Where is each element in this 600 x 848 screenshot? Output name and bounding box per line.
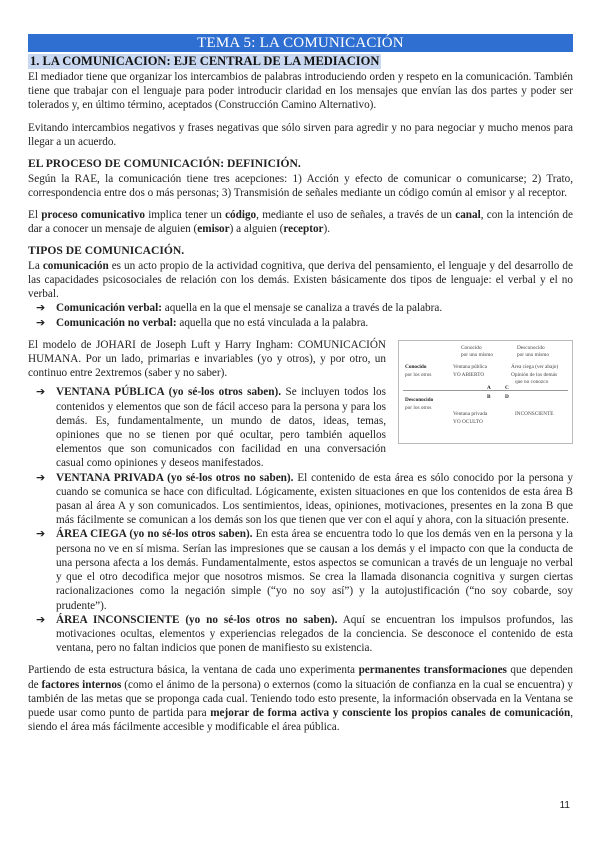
- johari-label-a: A: [487, 384, 491, 391]
- johari-cell-d1: INCONSCIENTE: [515, 410, 554, 417]
- list-item: ➔ ÁREA CIEGA (yo no sé-los otros saben). En esta área se encuentra todo lo que los demás ven en la persona y la persona no ve en sí misma. Serían las impresiones que se causan a los demás y el impacto con que la conducta de una persona afecta a los demás. Fundamentalmente, estos aspectos se comunican a través de un lenguaje no verbal y que el otro decodifica mejor que nosotros mismos. Se crea la llamada disonancia cognitiva y surgen ciertas racionalizaciones como la negación simple (“yo no soy así”) y la autojustificación (“no soy cobarde, soy prudente”).: [36, 527, 573, 612]
- intro-paragraph-2: Evitando intercambios negativos y frases negativas que sólo sirven para agredir y no para negociar y mucho menos para llegar a un acuerdo.: [28, 121, 573, 148]
- johari-row2-sub: por los otros: [405, 404, 432, 411]
- johari-col2: Desconocido: [517, 344, 545, 351]
- johari-col1-sub: por uno mismo: [461, 351, 494, 358]
- arrow-bullet-icon: ➔: [36, 470, 46, 484]
- johari-label-c: C: [505, 384, 509, 391]
- page-number: 11: [559, 800, 570, 811]
- johari-row1-sub: por los otros: [405, 371, 432, 378]
- arrow-bullet-icon: ➔: [36, 301, 46, 315]
- johari-label-d: D: [505, 393, 509, 400]
- types-paragraph: La comunicación es un acto propio de la actividad cognitiva, que deriva del pensamiento, el lenguaje y del desarrollo de las capacidades psicosociales de relación con los demás. Existen básicamente dos tipos de lenguaje: el verbal y el no verbal.: [28, 259, 573, 301]
- types-list: [28, 301, 573, 329]
- section-heading: 1. LA COMUNICACION: EJE CENTRAL DE LA MEDIACION: [30, 54, 380, 68]
- list-item: ➔ VENTANA PÚBLICA (yo sé-los otros saben). Se incluyen todos los contenidos y elementos que son de fácil acceso para la persona y para los demás. Es, fundamentalmente, un mundo de datos, ideas, temas, opiniones que no se tienen por qué ocultar, pero también aquellos elementos que son comunicados con facilidad en una conversación casual como opiniones y deseos manifestados.: [36, 385, 386, 470]
- johari-section: [28, 338, 573, 655]
- johari-row2: Desconocido: [405, 396, 434, 403]
- johari-cell-b1: Área ciega (ver abajo): [511, 363, 559, 370]
- list-item: ➔ ÁREA INCONSCIENTE (yo no sé-los otros no saben). Aquí se encuentran los impulsos profundos, las motivaciones ocultas, elementos y experiencias relegados de la conciencia. Se desconoce el contenido de esta ventana, pero no faltan indicios que ponen de manifiesto su existencia.: [36, 612, 573, 655]
- johari-cell-a1: Ventana pública: [453, 363, 487, 370]
- johari-col1: Conocido: [461, 344, 482, 351]
- johari-cell-c2: YO OCULTO: [453, 418, 483, 425]
- intro-paragraph-1: El mediador tiene que organizar los intercambios de palabras introduciendo orden y respeto en la comunicación. También tiene que trabajar con el lenguaje para poder introducir claridad en los mensajes que envían las dos partes y poder ser tolerados y, en último término, aceptados (Construcción Camino Alternativo).: [28, 71, 573, 112]
- process-heading: EL PROCESO DE COMUNICACIÓN: DEFINICIÓN.: [28, 157, 301, 171]
- chapter-title: TEMA 5: LA COMUNICACIÓN: [28, 34, 573, 52]
- types-heading: TIPOS DE COMUNICACIÓN.: [28, 244, 185, 258]
- closing-paragraph: Partiendo de esta estructura básica, la ventana de cada uno experimenta permanentes transformaciones que dependen de factores internos (como el ánimo de la persona) o externos (como la situación de confianza en la cual se encuentra) y también de las metas que se proponga cada cual. Teniendo todo esto presente, la información observada en la Ventana se puede usar como punto de partida para mejorar de forma activa y consciente los propios canales de comunicación, siendo el área más fácilmente accesible y modificable el área pública.: [28, 664, 574, 734]
- list-item: ➔ Comunicación no verbal: aquella que no está vinculada a la palabra.: [36, 315, 369, 329]
- johari-intro: El modelo de JOHARI de Joseph Luft y Harry Ingham: COMUNICACIÓN HUMANA. Por un lado, primarias e invariables (yo y otros), y por otro, un continuo entre 2extremos (saber y no saber).: [28, 338, 386, 380]
- johari-row1: Conocido: [405, 363, 427, 370]
- johari-window-diagram: [398, 340, 573, 444]
- arrow-bullet-icon: ➔: [36, 315, 46, 329]
- list-item: ➔ Comunicación verbal: aquella en la que el mensaje se canaliza a través de la palabra.: [36, 301, 443, 315]
- johari-cell-c1: Ventana privada: [453, 410, 488, 417]
- johari-cell-b3: que no conozco: [515, 378, 549, 385]
- arrow-bullet-icon: ➔: [36, 385, 46, 399]
- arrow-bullet-icon: ➔: [36, 612, 46, 626]
- johari-col2-sub: por uno mismo: [517, 351, 550, 358]
- document-page: [28, 34, 573, 734]
- johari-label-b: B: [487, 393, 491, 400]
- johari-divider: [403, 390, 568, 391]
- process-paragraph-2: El proceso comunicativo implica tener un código, mediante el uso de señales, a través de un canal, con la intención de dar a conocer un mensaje de alguien (emisor) a alguien (receptor).: [28, 208, 573, 236]
- process-paragraph-1: Según la RAE, la comunicación tiene tres acepciones: 1) Acción y efecto de comunicar o comunicarse; 2) Trato, correspondencia entre dos o más personas; 3) Transmisión de señales mediante un código común al emisor y al receptor.: [28, 172, 573, 199]
- johari-cell-b2: Opinión de los demás: [511, 371, 558, 378]
- arrow-bullet-icon: ➔: [36, 527, 46, 541]
- list-item: ➔ VENTANA PRIVADA (yo sé-los otros no saben). El contenido de esta área es sólo conocido por la persona y cuando se comunica se hace con dificultad. Lógicamente, existen situaciones en que los contenidos de esta área B pasan al área A y son comunicados. Los sentimientos, ideas, opiniones, motivaciones, presentes en la zona B que más fácilmente se comunican a los demás son los que tienen que ver con el aquí y ahora, con la situación presente.: [36, 470, 574, 527]
- johari-cell-a2: YO ABIERTO: [453, 371, 485, 378]
